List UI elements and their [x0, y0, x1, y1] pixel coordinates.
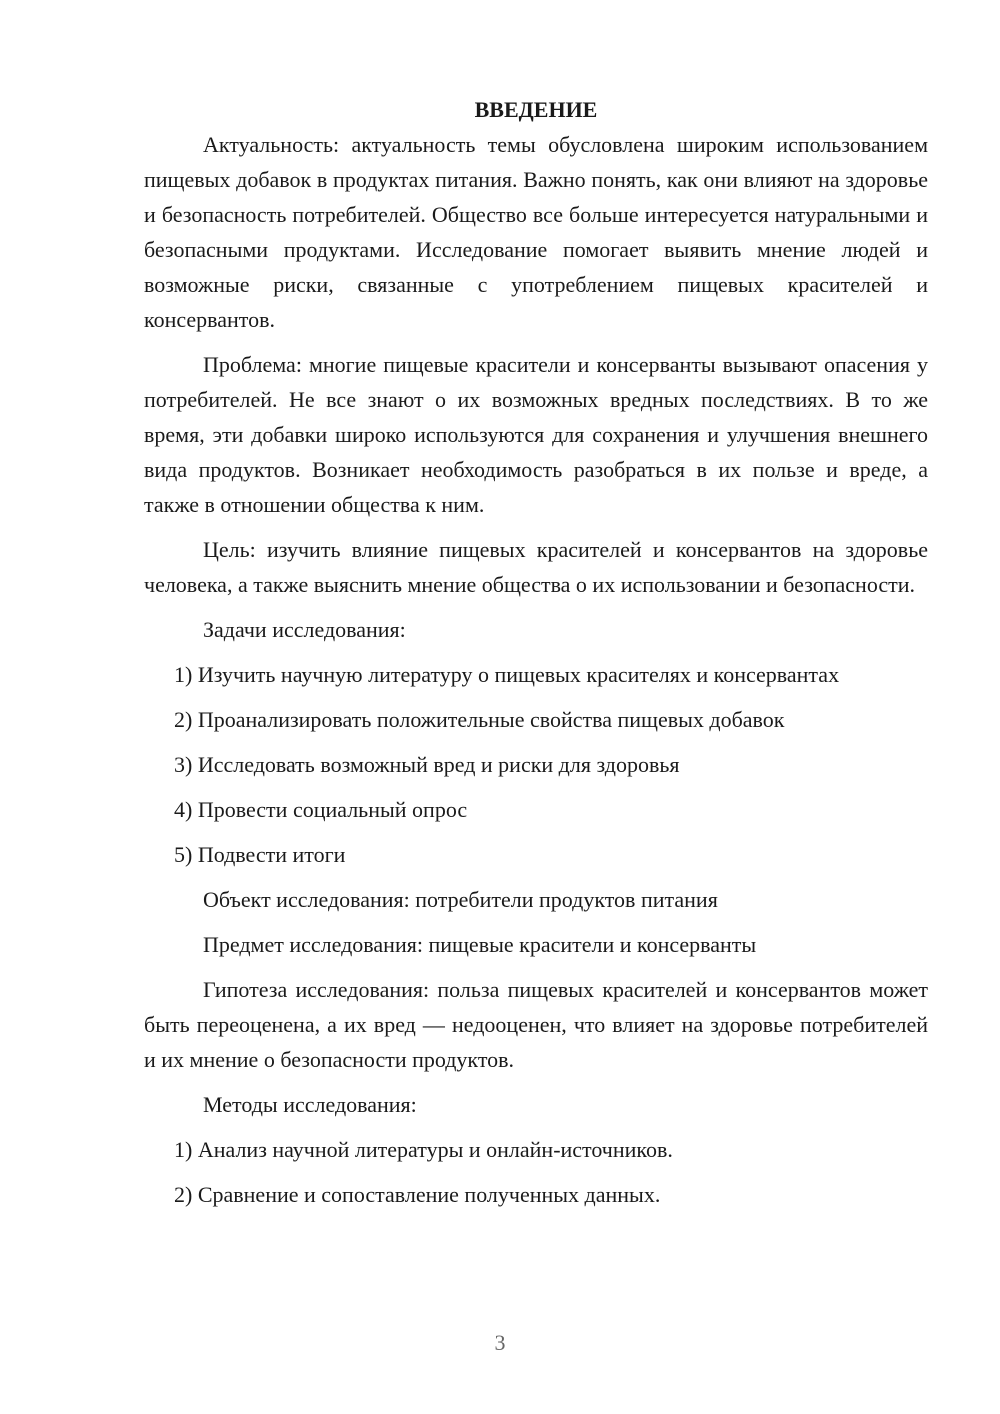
list-item: 5) Подвести итоги [174, 842, 346, 867]
hypothesis-paragraph: Гипотеза исследования: польза пищевых красителей и консервантов может быть переоценена, а их вред — недооценен, что влияет на здоровье потребителей и их мнение о безопасности продуктов. [144, 977, 928, 1072]
methods-label: Методы исследования: [203, 1092, 417, 1117]
problem-paragraph: Проблема: многие пищевые красители и консерванты вызывают опасения у потребителей. Не все знают о их возможных вредных последствиях. В то же время, эти добавки широко используются для сохранения и улучшения внешнего вида продуктов. Возникает необходимость разобраться в их пользе и вреде, а также в отношении общества к ним. [144, 352, 928, 517]
page-number: 3 [494, 1330, 506, 1355]
list-item: 2) Сравнение и сопоставление полученных данных. [174, 1182, 661, 1207]
list-item: 3) Исследовать возможный вред и риски для здоровья [174, 752, 680, 777]
methods-list [144, 1132, 928, 1212]
page-title: ВВЕДЕНИЕ [474, 97, 598, 122]
object-line: Объект исследования: потребители продуктов питания [203, 887, 718, 912]
tasks-label: Задачи исследования: [203, 617, 406, 642]
subject-line: Предмет исследования: пищевые красители и консерванты [203, 932, 757, 957]
relevance-paragraph: Актуальность: актуальность темы обусловлена широким использованием пищевых добавок в продуктах питания. Важно понять, как они влияют на здоровье и безопасность потребителей. Общество все больше интересуется натуральными и безопасными продуктами. Исследование помогает выявить мнение людей и возможные риски, связанные с употреблением пищевых красителей и консервантов. [144, 132, 928, 332]
list-item: 4) Провести социальный опрос [174, 797, 468, 822]
document-page [144, 92, 928, 1222]
list-item: 2) Проанализировать положительные свойства пищевых добавок [174, 707, 785, 732]
list-item: 1) Анализ научной литературы и онлайн-источников. [174, 1137, 673, 1162]
list-item: 1) Изучить научную литературу о пищевых красителях и консервантах [174, 662, 840, 687]
goal-paragraph: Цель: изучить влияние пищевых красителей и консервантов на здоровье человека, а также выяснить мнение общества о их использовании и безопасности. [144, 537, 928, 597]
tasks-list [144, 657, 928, 872]
